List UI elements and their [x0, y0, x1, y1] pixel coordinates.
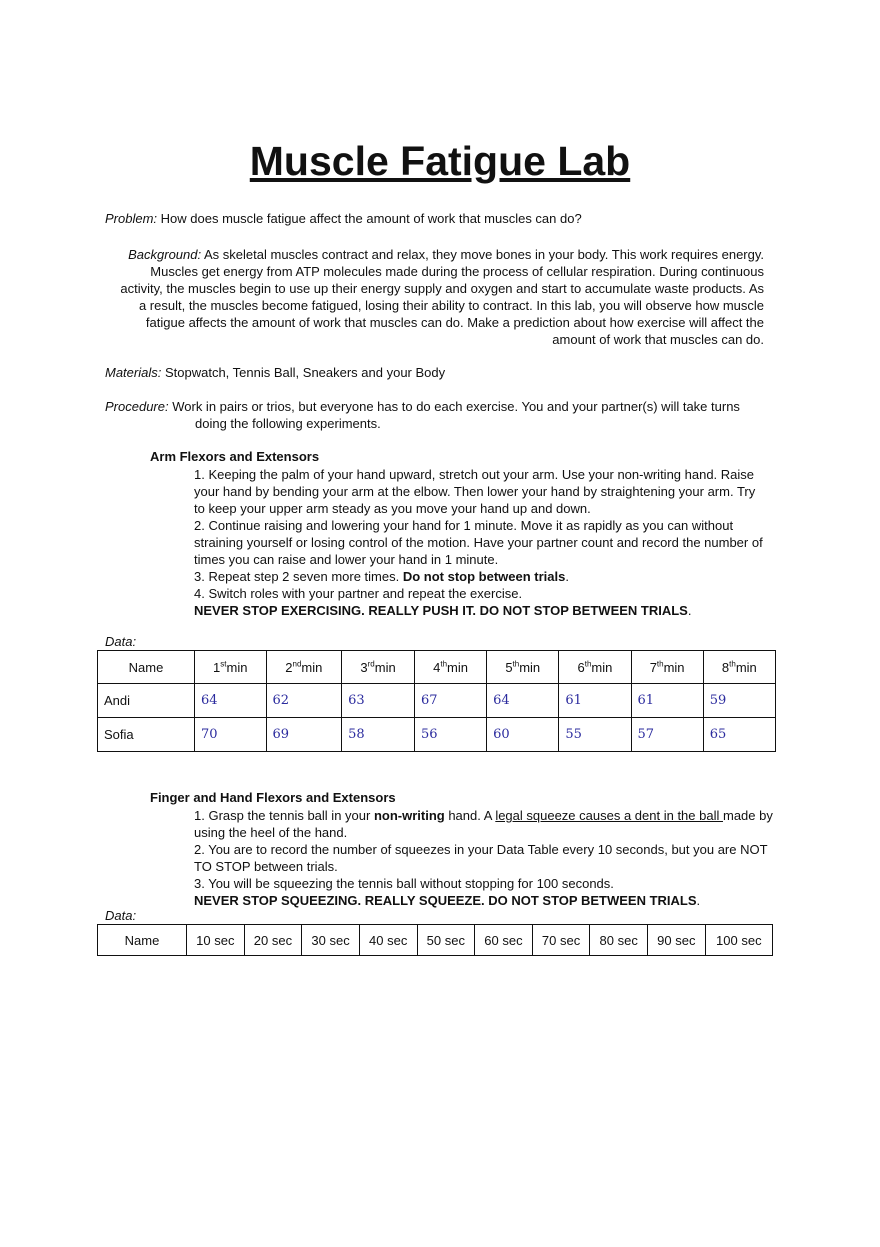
finger-steps [194, 807, 784, 909]
data-cell[interactable]: 56 [414, 718, 486, 752]
data-cell[interactable]: 59 [703, 684, 775, 718]
step-line: 1. Grasp the tennis ball in your non-writing hand. A legal squeeze causes a dent in the ball made by [194, 808, 773, 823]
data-cell[interactable]: 57 [631, 718, 703, 752]
minute-header: 3rdmin [342, 651, 415, 684]
minute-header: 7thmin [631, 651, 703, 684]
step-line: using the heel of the hand. [194, 825, 348, 840]
table-header-row [98, 925, 773, 956]
background-line: activity, the muscles begin to use up their energy supply and oxygen and start to accumulate waste products. As [120, 281, 764, 296]
finger-section-heading: Finger and Hand Flexors and Extensors [150, 790, 396, 805]
background-section [110, 246, 764, 348]
table-row [98, 718, 776, 752]
step-line: 3. You will be squeezing the tennis ball without stopping for 100 seconds. [194, 876, 614, 891]
seconds-header: 10 sec [187, 925, 245, 956]
step-line: to keep your upper arm steady as you move your hand up and down. [194, 501, 591, 516]
step-line: times you can raise and lower your hand in 1 minute. [194, 552, 499, 567]
problem-text: How does muscle fatigue affect the amount of work that muscles can do? [160, 211, 582, 226]
data-cell[interactable]: 69 [266, 718, 342, 752]
materials-label: Materials: [105, 365, 162, 380]
seconds-header: 90 sec [648, 925, 706, 956]
data-cell[interactable]: 55 [559, 718, 631, 752]
name-header: Name [98, 651, 195, 684]
data-cell[interactable]: 64 [487, 684, 559, 718]
step-line: 2. Continue raising and lowering your hand for 1 minute. Move it as rapidly as you can without [194, 518, 734, 533]
seconds-header: 80 sec [590, 925, 648, 956]
finger-data-table [97, 924, 773, 956]
minute-header: 4thmin [414, 651, 486, 684]
data-cell[interactable]: 63 [342, 684, 415, 718]
data-cell[interactable]: 58 [342, 718, 415, 752]
background-line: As skeletal muscles contract and relax, they move bones in your body. This work requires energy. [204, 247, 764, 262]
procedure-section [105, 398, 765, 432]
name-header: Name [98, 925, 187, 956]
step-line: 2. You are to record the number of squeezes in your Data Table every 10 seconds, but you are NOT [194, 842, 768, 857]
minute-header: 5thmin [487, 651, 559, 684]
arm-steps [194, 466, 784, 619]
data-cell[interactable]: 61 [559, 684, 631, 718]
minute-header: 6thmin [559, 651, 631, 684]
step-line: TO STOP between trials. [194, 859, 338, 874]
data-cell[interactable]: 67 [414, 684, 486, 718]
seconds-header: 50 sec [417, 925, 475, 956]
data-cell[interactable]: 64 [195, 684, 267, 718]
table-row [98, 684, 776, 718]
page-title: Muscle Fatigue Lab [249, 138, 631, 184]
data-cell[interactable]: 62 [266, 684, 342, 718]
minute-header: 1stmin [195, 651, 267, 684]
procedure-label: Procedure: [105, 399, 169, 414]
step-line: straining yourself or losing control of the motion. Have your partner count and record the number of [194, 535, 763, 550]
data-cell[interactable]: 65 [703, 718, 775, 752]
seconds-header: 100 sec [705, 925, 772, 956]
step-line: 3. Repeat step 2 seven more times. Do not stop between trials. [194, 569, 569, 584]
table-header-row [98, 651, 776, 684]
seconds-header: 60 sec [475, 925, 533, 956]
arm-data-table [97, 650, 776, 752]
data-cell[interactable]: 61 [631, 684, 703, 718]
seconds-header: 30 sec [302, 925, 360, 956]
background-line: Muscles get energy from ATP molecules made during the process of cellular respiration. During continuous [150, 264, 764, 279]
row-name: Sofia [98, 718, 195, 752]
procedure-line: doing the following experiments. [195, 416, 381, 431]
seconds-header: 20 sec [244, 925, 302, 956]
background-label: Background: [128, 247, 202, 262]
materials-text: Stopwatch, Tennis Ball, Sneakers and your Body [164, 365, 446, 380]
materials-section [105, 364, 805, 381]
step-line: 4. Switch roles with your partner and repeat the exercise. [194, 586, 523, 601]
procedure-line: Work in pairs or trios, but everyone has to do each exercise. You and your partner(s) will take turns [172, 399, 740, 414]
background-line: amount of work that muscles can do. [552, 332, 764, 347]
seconds-header: 70 sec [532, 925, 590, 956]
minute-header: 2ndmin [266, 651, 342, 684]
arm-section-heading: Arm Flexors and Extensors [150, 449, 320, 464]
background-line: a result, the muscles become fatigued, losing their ability to contract. In this lab, you will observe how muscle [138, 298, 764, 313]
step-line: 1. Keeping the palm of your hand upward, stretch out your arm. Use your non-writing hand. Raise [194, 467, 755, 482]
problem-section [105, 210, 805, 227]
step-line: your hand by bending your arm at the elbow. Then lower your hand by straightening your arm. Try [194, 484, 756, 499]
background-line: fatigue affects the amount of work that muscles can do. Make a prediction about how exercise will affect the [145, 315, 764, 330]
warning-line: NEVER STOP SQUEEZING. REALLY SQUEEZE. DO NOT STOP BETWEEN TRIALS. [194, 893, 701, 908]
seconds-header: 40 sec [359, 925, 417, 956]
data-label: Data: [105, 908, 137, 923]
data-cell[interactable]: 70 [195, 718, 267, 752]
data-cell[interactable]: 60 [487, 718, 559, 752]
row-name: Andi [98, 684, 195, 718]
problem-label: Problem: [105, 211, 158, 226]
minute-header: 8thmin [703, 651, 775, 684]
warning-line: NEVER STOP EXERCISING. REALLY PUSH IT. DO NOT STOP BETWEEN TRIALS. [194, 603, 692, 618]
data-label: Data: [105, 634, 137, 649]
